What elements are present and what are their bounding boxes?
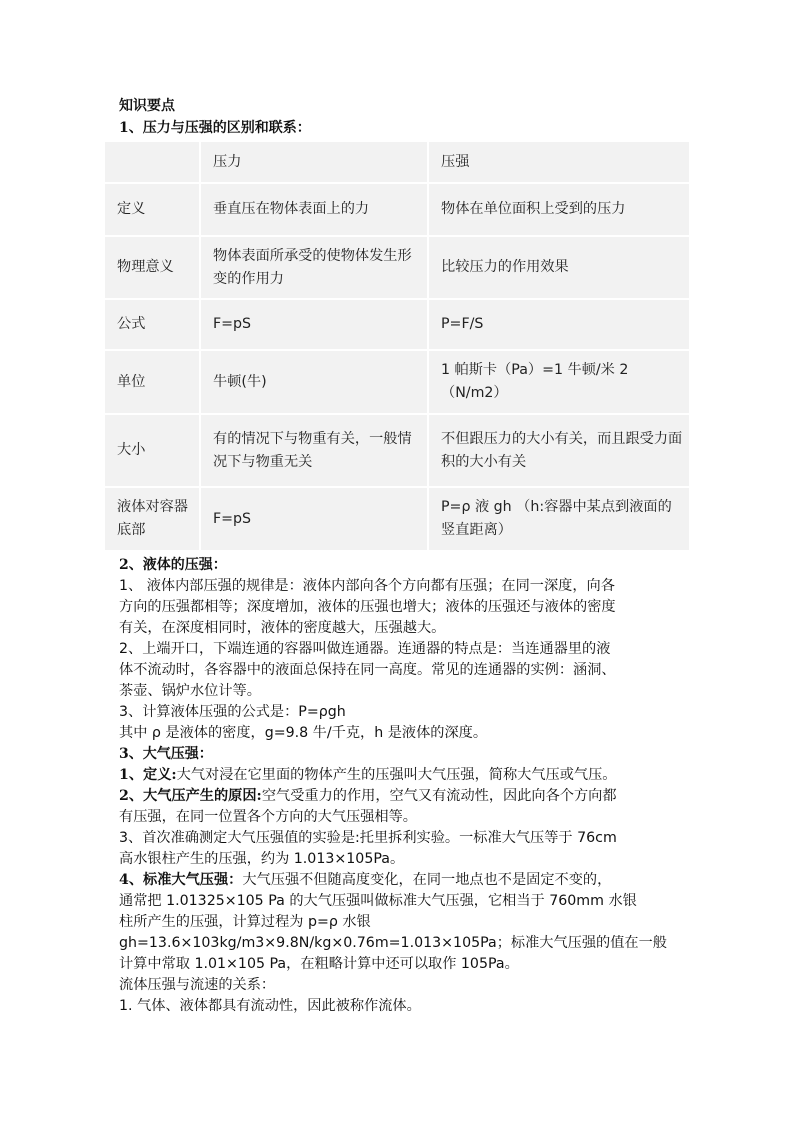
table-cell: 1 帕斯卡（Pa）=1 牛顿/米 2（N/m2） bbox=[428, 350, 690, 414]
section2-heading: 2、液体的压强： bbox=[119, 557, 227, 573]
text-line: 柱所产生的压强，计算过程为 p=ρ 水银 bbox=[119, 914, 371, 930]
table-cell: 物体表面所承受的使物体发生形变的作用力 bbox=[200, 236, 428, 299]
row-label: 公式 bbox=[104, 299, 200, 350]
text-line: 茶壶、锅炉水位计等。 bbox=[119, 683, 261, 699]
table-cell: 物体在单位面积上受到的压力 bbox=[428, 183, 690, 236]
table-row bbox=[104, 183, 690, 236]
table-cell: 有的情况下与物重有关，一般情况下与物重无关 bbox=[200, 414, 428, 487]
text-line: 通常把 1.01325×105 Pa 的大气压强叫做标准大气压强，它相当于 760mm 水银 bbox=[119, 893, 637, 909]
text-line bbox=[119, 786, 691, 807]
text-line: 1、 液体内部压强的规律是：液体内部向各个方向都有压强；在同一深度，向各 bbox=[119, 578, 615, 594]
text-line: 方向的压强都相等；深度增加，液体的压强也增大；液体的压强还与液体的密度 bbox=[119, 599, 616, 615]
item-label: 1、定义: bbox=[119, 767, 177, 783]
table-row bbox=[104, 236, 690, 299]
item-text: 空气受重力的作用，空气又有流动性，因此向各个方向都 bbox=[261, 788, 617, 804]
text-line: gh=13.6×103kg/m3×9.8N/kg×0.76m=1.013×105Pa；标准大气压强的值在一般 bbox=[119, 935, 667, 951]
text-line: 高水银柱产生的压强，约为 1.013×105Pa。 bbox=[119, 851, 405, 867]
text-line: 计算中常取 1.01×105 Pa，在粗略计算中还可以取作 105Pa。 bbox=[119, 956, 519, 972]
table-row bbox=[104, 414, 690, 487]
text-line: 3、计算液体压强的公式是：P=ρgh bbox=[119, 704, 346, 720]
table-row bbox=[104, 350, 690, 414]
row-label: 液体对容器底部 bbox=[104, 487, 200, 551]
table-row bbox=[104, 299, 690, 350]
table-header-row bbox=[104, 141, 690, 183]
row-label: 大小 bbox=[104, 414, 200, 487]
row-label: 定义 bbox=[104, 183, 200, 236]
doc-title: 知识要点 bbox=[119, 98, 175, 114]
text-line: 流体压强与流速的关系： bbox=[119, 977, 276, 993]
row-label: 单位 bbox=[104, 350, 200, 414]
table-header-cell: 压强 bbox=[428, 141, 690, 183]
table-cell: 比较压力的作用效果 bbox=[428, 236, 690, 299]
text-line: 1. 气体、液体都具有流动性，因此被称作流体。 bbox=[119, 998, 421, 1014]
table-cell: 垂直压在物体表面上的力 bbox=[200, 183, 428, 236]
text-line: 3、首次准确测定大气压强值的实验是:托里拆利实验。一标准大气压等于 76cm bbox=[119, 830, 617, 846]
item-label: 2、大气压产生的原因: bbox=[119, 788, 262, 804]
section1-heading: 1、压力与压强的区别和联系： bbox=[119, 120, 311, 136]
item-text: 大气对浸在它里面的物体产生的压强叫大气压强，简称大气压或气压。 bbox=[176, 767, 617, 783]
text-line: 有压强，在同一位置各个方向的大气压强相等。 bbox=[119, 809, 417, 825]
table-cell: P=F/S bbox=[428, 299, 690, 350]
section3-heading: 3、大气压强： bbox=[119, 746, 213, 762]
table-header-cell: 压力 bbox=[200, 141, 428, 183]
item-label: 4、标准大气压强： bbox=[119, 872, 243, 888]
section3-body bbox=[119, 765, 691, 1017]
table-cell: 牛顿(牛) bbox=[200, 350, 428, 414]
text-line bbox=[119, 870, 691, 891]
document-page bbox=[119, 96, 691, 1017]
text-line: 2、上端开口，下端连通的容器叫做连通器。连通器的特点是：当连通器里的液 bbox=[119, 641, 611, 657]
text-line bbox=[119, 765, 691, 786]
table-cell: 不但跟压力的大小有关，而且跟受力面积的大小有关 bbox=[428, 414, 690, 487]
text-line: 有关，在深度相同时，液体的密度越大，压强越大。 bbox=[119, 620, 446, 636]
table-cell: F=pS bbox=[200, 487, 428, 551]
text-line: 其中 ρ 是液体的密度，g=9.8 牛/千克，h 是液体的深度。 bbox=[119, 725, 488, 741]
item-text: 大气压强不但随高度变化，在同一地点也不是固定不变的， bbox=[242, 872, 612, 888]
table-row bbox=[104, 487, 690, 551]
text-line: 体不流动时，各容器中的液面总保持在同一高度。常见的连通器的实例：涵洞、 bbox=[119, 662, 616, 678]
table-cell: P=ρ 液 gh （h:容器中某点到液面的竖直距离） bbox=[428, 487, 690, 551]
pressure-comparison-table bbox=[103, 140, 691, 552]
section2-body bbox=[119, 576, 691, 744]
row-label: 物理意义 bbox=[104, 236, 200, 299]
table-cell: F=pS bbox=[200, 299, 428, 350]
table-header-cell bbox=[104, 141, 200, 183]
